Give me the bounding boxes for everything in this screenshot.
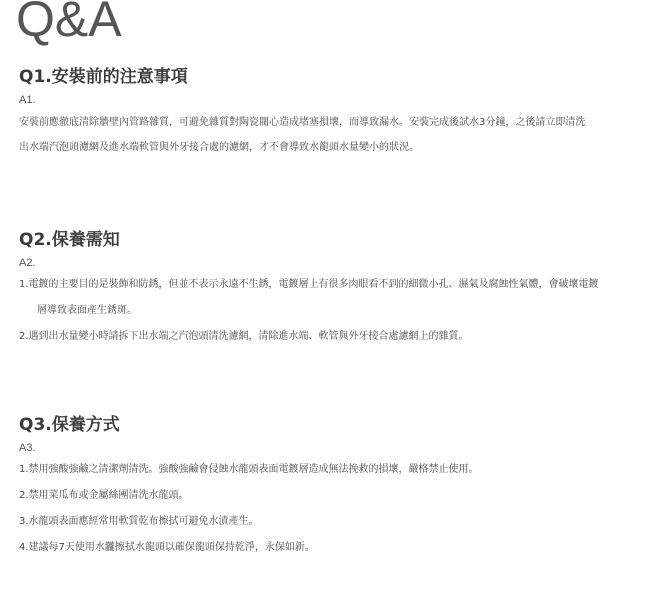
answer-paragraph: 安裝前應徹底清除牆壁內管路雜質，可避免雜質對陶瓷閥心造成堵塞損壞，而導致漏水。安裝完成後試水3分鐘，之後請立即清洗出水端汽泡頭濾網及進水端軟管與外牙接合處的濾網，才不會導致水龍頭水量變小的狀況。 xyxy=(19,117,586,153)
answer-label: A2. xyxy=(19,257,36,269)
list-item: 2.禁用菜瓜布或金屬絲團清洗水龍頭。 xyxy=(19,490,189,501)
list-item: 1.電鍍的主要目的是裝飾和防銹，但並不表示永遠不生銹，電鍍層上有很多肉眼看不到的細微小孔、濕氣及腐蝕性氣體，會破壞電鍍層導致表面產生銹斑。 xyxy=(19,279,599,316)
list-item: 1.禁用強酸強鹼之清潔劑清洗。強酸強鹼會侵蝕水龍頭表面電鍍層造成無法挽救的損壞，嚴格禁止使用。 xyxy=(19,464,479,475)
qa-section-3 xyxy=(19,414,619,561)
list-item: 4.建議每7天使用水龖擦拭水龍頭以確保龍頭保持乾淨，永保如新。 xyxy=(19,542,315,553)
list-item: 3.水龍頭表面應經常用軟質乾布擦拭可避免水漬產生。 xyxy=(19,516,259,527)
list-item: 2.遇到出水量變小時請拆下出水端之汽泡頭清洗濾網，清除進水端、軟管與外牙接合處濾網上的雜質。 xyxy=(19,331,469,342)
answer-label: A3. xyxy=(19,442,36,454)
qa-section-2 xyxy=(19,229,619,350)
qa-section-1 xyxy=(19,66,619,160)
question-heading: Q3.保養方式 xyxy=(19,415,120,435)
answer-label: A1. xyxy=(19,94,36,106)
page-title: Q&A xyxy=(16,0,122,47)
answer-list xyxy=(19,272,619,350)
answer-list xyxy=(19,457,619,561)
question-heading: Q1.安裝前的注意事項 xyxy=(19,67,188,87)
question-heading: Q2.保養需知 xyxy=(19,230,120,250)
